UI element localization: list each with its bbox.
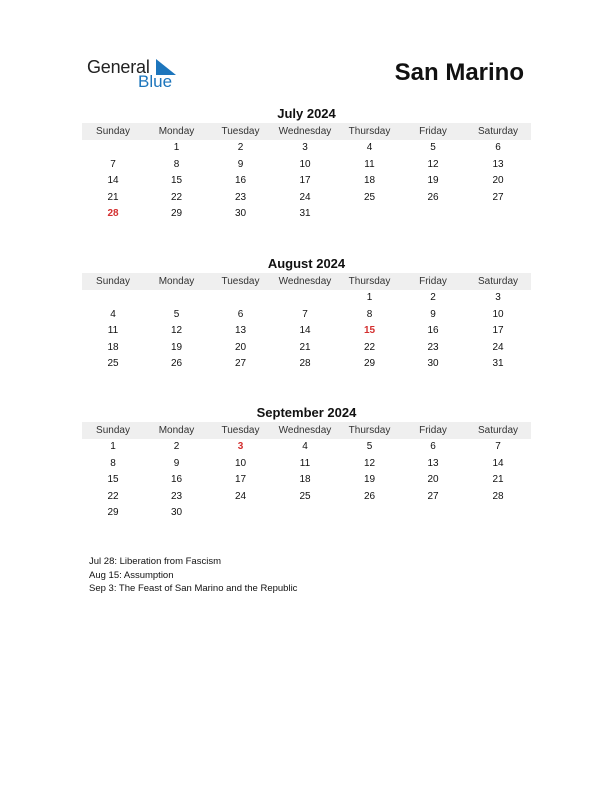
month-title: July 2024 [277, 106, 336, 121]
day-cell: 13 [492, 158, 504, 170]
weekday-label: Wednesday [278, 126, 332, 137]
day-cell: 10 [492, 308, 504, 320]
weekday-label: Sunday [96, 425, 130, 436]
weekday-label: Friday [419, 425, 447, 436]
day-cell: 8 [173, 158, 180, 170]
day-cell: 1 [173, 142, 180, 153]
day-cell: 17 [299, 175, 311, 187]
weekday-label: Saturday [477, 276, 519, 287]
day-cell: 17 [234, 474, 247, 486]
day-cell: 14 [107, 175, 119, 187]
day-cell: 18 [363, 175, 376, 187]
day-cell-holiday: 15 [363, 325, 376, 337]
day-cell: 7 [110, 158, 116, 170]
day-cell: 29 [363, 358, 376, 370]
day-cell: 30 [234, 208, 247, 220]
day-cell: 19 [363, 474, 376, 486]
day-cell: 27 [234, 358, 247, 370]
country-title: San Marino [394, 59, 524, 86]
day-cell: 9 [173, 457, 180, 469]
day-cell: 26 [427, 191, 439, 203]
day-cell: 21 [492, 474, 504, 486]
day-cell-empty [144, 290, 209, 307]
logo-text-blue: Blue [138, 72, 173, 91]
weekday-label: Tuesday [221, 425, 260, 436]
day-cell: 2 [237, 142, 244, 153]
day-cell: 21 [299, 341, 311, 353]
day-cell: 31 [299, 208, 311, 220]
month-july [82, 106, 531, 223]
day-cell: 16 [427, 325, 439, 337]
day-cell: 20 [427, 474, 439, 486]
weekday-label: Saturday [477, 425, 519, 436]
day-cell: 1 [110, 441, 116, 452]
weekday-label: Friday [419, 276, 447, 287]
month-august [82, 256, 531, 373]
weekday-header [82, 422, 531, 439]
day-cell: 30 [170, 507, 183, 519]
day-cell: 5 [430, 142, 436, 153]
day-cell: 26 [170, 358, 183, 370]
weekday-label: Tuesday [221, 276, 260, 287]
day-cell: 19 [427, 175, 439, 187]
day-cell: 2 [430, 292, 436, 303]
day-cell: 5 [366, 441, 373, 452]
weekday-label: Wednesday [278, 276, 332, 287]
day-cell-empty [82, 290, 144, 307]
month-september [82, 405, 531, 522]
day-cell: 11 [364, 158, 375, 170]
weekday-label: Wednesday [278, 425, 332, 436]
day-cell: 16 [234, 175, 247, 187]
holiday-note: Aug 15: Assumption [89, 569, 174, 581]
weekday-label: Tuesday [221, 126, 260, 137]
day-cell: 11 [107, 325, 119, 337]
day-cell-empty [401, 206, 465, 223]
day-cell: 26 [363, 490, 376, 502]
day-cell-holiday: 28 [107, 208, 119, 220]
day-cell-empty [82, 140, 144, 157]
day-cell: 8 [366, 308, 373, 320]
day-cell-empty [209, 290, 272, 307]
weekday-header [82, 123, 531, 140]
day-cell: 4 [366, 142, 373, 153]
day-cell: 24 [492, 341, 504, 353]
day-cell: 4 [302, 441, 308, 452]
day-cell: 19 [170, 341, 183, 353]
generalblue-logo [87, 56, 187, 92]
day-cell: 11 [299, 457, 311, 469]
day-cell: 23 [234, 191, 247, 203]
day-cell: 22 [107, 490, 119, 502]
day-cell: 25 [363, 191, 376, 203]
day-cell: 14 [299, 325, 311, 337]
holiday-notes [89, 555, 297, 596]
day-cell: 8 [110, 457, 116, 469]
day-cell: 31 [492, 358, 504, 370]
day-cell: 18 [299, 474, 311, 486]
day-cell: 29 [107, 507, 119, 519]
weekday-header [82, 273, 531, 290]
day-cell: 10 [299, 158, 311, 170]
day-cell-empty [401, 505, 465, 522]
day-cell: 17 [492, 325, 504, 337]
day-cell-empty [338, 505, 401, 522]
day-cell: 23 [427, 341, 439, 353]
day-cell: 15 [170, 175, 183, 187]
day-cell: 3 [302, 142, 308, 153]
day-cell: 12 [363, 457, 376, 469]
day-cell: 14 [492, 457, 504, 469]
day-cell: 6 [430, 441, 436, 452]
day-cell: 24 [234, 490, 247, 502]
day-cell-empty [209, 505, 272, 522]
day-cell-empty [465, 505, 531, 522]
day-cell: 2 [173, 441, 180, 452]
weekday-label: Monday [158, 126, 195, 137]
day-cell: 13 [234, 325, 247, 337]
day-cell: 9 [430, 308, 436, 320]
day-cell: 27 [492, 191, 504, 203]
day-cell: 7 [495, 441, 501, 452]
day-cell: 13 [427, 457, 439, 469]
day-cell: 5 [173, 308, 180, 320]
weekday-label: Saturday [477, 126, 519, 137]
day-cell-empty [465, 206, 531, 223]
month-title: September 2024 [256, 405, 357, 420]
day-cell: 28 [299, 358, 311, 370]
day-cell: 10 [234, 457, 247, 469]
day-cell: 25 [299, 490, 311, 502]
weekday-label: Sunday [96, 126, 130, 137]
day-cell: 4 [110, 308, 116, 320]
day-cell-empty [272, 290, 338, 307]
day-cell: 21 [107, 191, 119, 203]
day-cell: 20 [234, 341, 247, 353]
day-cell: 28 [492, 490, 504, 502]
day-cell: 9 [237, 158, 244, 170]
day-cell: 12 [427, 158, 439, 170]
day-cell: 12 [170, 325, 183, 337]
day-cell: 22 [170, 191, 183, 203]
day-cell: 29 [170, 208, 183, 220]
day-cell: 7 [302, 308, 308, 320]
day-cell: 16 [170, 474, 183, 486]
day-cell: 18 [107, 341, 119, 353]
weekday-label: Friday [419, 126, 447, 137]
day-cell: 30 [427, 358, 439, 370]
day-cell-empty [338, 206, 401, 223]
day-cell: 1 [366, 292, 373, 303]
day-cell: 25 [107, 358, 119, 370]
day-cell: 27 [427, 490, 439, 502]
weekday-label: Thursday [348, 126, 391, 137]
weekday-label: Monday [158, 425, 195, 436]
day-cell-holiday: 3 [237, 441, 244, 452]
weekday-label: Thursday [348, 425, 391, 436]
day-cell-empty [272, 505, 338, 522]
holiday-note: Sep 3: The Feast of San Marino and the Republic [89, 583, 298, 594]
day-grid [82, 290, 531, 373]
day-cell: 24 [299, 191, 311, 203]
day-cell: 15 [107, 474, 119, 486]
weekday-label: Thursday [348, 276, 391, 287]
day-cell: 6 [237, 308, 244, 320]
day-grid [82, 140, 531, 223]
day-cell: 20 [492, 175, 504, 187]
month-title: August 2024 [267, 256, 346, 271]
logo-text-general: General [87, 57, 150, 77]
weekday-label: Sunday [96, 276, 130, 287]
day-cell: 23 [170, 490, 183, 502]
weekday-label: Monday [158, 276, 195, 287]
day-cell: 6 [495, 142, 501, 153]
holiday-note: Jul 28: Liberation from Fascism [89, 556, 221, 567]
day-cell: 22 [363, 341, 376, 353]
day-cell: 3 [495, 292, 501, 303]
day-grid [82, 439, 531, 522]
